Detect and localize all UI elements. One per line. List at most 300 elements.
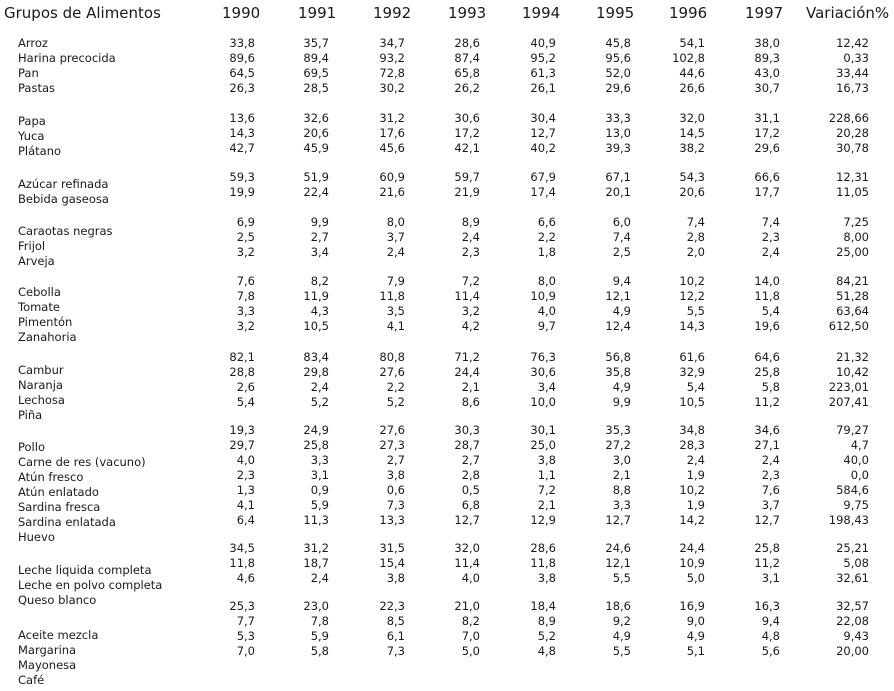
- value-cell: 4,2: [461, 319, 480, 333]
- value-cell: 12,9: [530, 513, 556, 527]
- value-cell: 10,9: [679, 556, 705, 570]
- value-cell: 8,2: [461, 614, 480, 628]
- table-row: [0, 483, 894, 497]
- value-cell: 11,2: [754, 395, 780, 409]
- value-cell: 11,4: [454, 556, 480, 570]
- value-cell: 5,2: [310, 395, 329, 409]
- food-label: Azúcar refinada: [18, 177, 109, 191]
- variation-cell: 40,0: [843, 453, 869, 467]
- value-cell: 40,2: [530, 141, 556, 155]
- table-row: [0, 170, 894, 184]
- value-cell: 30,6: [530, 365, 556, 379]
- value-cell: 2,7: [461, 453, 480, 467]
- value-cell: 29,8: [303, 365, 329, 379]
- value-cell: 4,9: [686, 629, 705, 643]
- variation-cell: 79,27: [836, 423, 869, 437]
- food-label: Bebida gaseosa: [18, 192, 109, 206]
- food-label: Leche en polvo completa: [18, 578, 163, 592]
- value-cell: 9,9: [612, 395, 631, 409]
- value-cell: 23,0: [303, 599, 329, 613]
- variation-cell: 612,50: [828, 319, 869, 333]
- value-cell: 26,1: [530, 81, 556, 95]
- food-label: Pan: [18, 66, 39, 80]
- table-row: [0, 185, 894, 199]
- value-cell: 2,3: [761, 230, 780, 244]
- value-cell: 34,6: [754, 423, 780, 437]
- value-cell: 12,7: [754, 513, 780, 527]
- value-cell: 65,8: [454, 66, 480, 80]
- value-cell: 1,8: [537, 245, 556, 259]
- variation-cell: 11,05: [836, 185, 869, 199]
- value-cell: 35,8: [605, 365, 631, 379]
- value-cell: 6,9: [236, 215, 255, 229]
- value-cell: 83,4: [303, 350, 329, 364]
- value-cell: 1,9: [686, 498, 705, 512]
- food-label: Sardina fresca: [18, 500, 101, 514]
- header-year-1991: 1991: [298, 4, 337, 22]
- value-cell: 27,2: [605, 438, 631, 452]
- value-cell: 35,7: [303, 36, 329, 50]
- value-cell: 40,9: [530, 36, 556, 50]
- value-cell: 28,6: [530, 541, 556, 555]
- variation-cell: 198,43: [828, 513, 869, 527]
- value-cell: 13,3: [379, 513, 405, 527]
- value-cell: 13,6: [229, 111, 255, 125]
- food-label: Carne de res (vacuno): [18, 455, 146, 469]
- table-row: [0, 599, 894, 613]
- value-cell: 7,7: [236, 614, 255, 628]
- table-row: [0, 289, 894, 303]
- value-cell: 11,3: [303, 513, 329, 527]
- value-cell: 4,0: [236, 453, 255, 467]
- value-cell: 3,2: [461, 304, 480, 318]
- value-cell: 14,5: [679, 126, 705, 140]
- value-cell: 45,8: [605, 36, 631, 50]
- value-cell: 35,3: [605, 423, 631, 437]
- value-cell: 6,1: [386, 629, 405, 643]
- value-cell: 4,9: [612, 380, 631, 394]
- food-label: Papa: [18, 114, 46, 128]
- value-cell: 64,5: [229, 66, 255, 80]
- food-label: Huevo: [18, 530, 55, 544]
- value-cell: 20,6: [303, 126, 329, 140]
- value-cell: 8,0: [537, 274, 556, 288]
- table-row: [0, 644, 894, 658]
- value-cell: 4,0: [537, 304, 556, 318]
- food-label: Piña: [18, 408, 43, 422]
- value-cell: 66,6: [754, 170, 780, 184]
- value-cell: 3,1: [310, 468, 329, 482]
- value-cell: 25,8: [754, 541, 780, 555]
- value-cell: 14,0: [754, 274, 780, 288]
- value-cell: 64,6: [754, 350, 780, 364]
- value-cell: 8,2: [310, 274, 329, 288]
- table-row: [0, 423, 894, 437]
- value-cell: 59,3: [229, 170, 255, 184]
- value-cell: 25,0: [530, 438, 556, 452]
- value-cell: 19,9: [229, 185, 255, 199]
- table-row: [0, 468, 894, 482]
- value-cell: 5,1: [686, 644, 705, 658]
- table-row: [0, 274, 894, 288]
- value-cell: 28,7: [454, 438, 480, 452]
- variation-cell: 33,44: [836, 66, 869, 80]
- variation-cell: 12,42: [836, 36, 869, 50]
- value-cell: 25,8: [303, 438, 329, 452]
- value-cell: 42,1: [454, 141, 480, 155]
- value-cell: 0,5: [461, 483, 480, 497]
- table-row: [0, 215, 894, 229]
- variation-cell: 207,41: [828, 395, 869, 409]
- value-cell: 28,3: [679, 438, 705, 452]
- value-cell: 30,1: [530, 423, 556, 437]
- value-cell: 34,7: [379, 36, 405, 50]
- value-cell: 76,3: [530, 350, 556, 364]
- food-label: Queso blanco: [18, 593, 97, 607]
- variation-cell: 8,00: [843, 230, 869, 244]
- value-cell: 6,4: [236, 513, 255, 527]
- value-cell: 5,0: [686, 571, 705, 585]
- food-label: Tomate: [18, 300, 60, 314]
- value-cell: 6,8: [461, 498, 480, 512]
- value-cell: 6,6: [537, 215, 556, 229]
- header-group: Grupos de Alimentos: [4, 4, 161, 22]
- food-label: Atún fresco: [18, 470, 84, 484]
- value-cell: 27,6: [379, 423, 405, 437]
- value-cell: 3,2: [236, 319, 255, 333]
- value-cell: 25,3: [229, 599, 255, 613]
- value-cell: 9,2: [612, 614, 631, 628]
- value-cell: 5,2: [537, 629, 556, 643]
- value-cell: 3,0: [612, 453, 631, 467]
- value-cell: 80,8: [379, 350, 405, 364]
- value-cell: 2,4: [310, 571, 329, 585]
- value-cell: 5,3: [236, 629, 255, 643]
- food-label: Arveja: [18, 254, 55, 268]
- value-cell: 12,4: [605, 319, 631, 333]
- value-cell: 5,2: [386, 395, 405, 409]
- value-cell: 26,2: [454, 81, 480, 95]
- table-row: [0, 304, 894, 318]
- value-cell: 3,3: [612, 498, 631, 512]
- value-cell: 1,3: [236, 483, 255, 497]
- table-row: [0, 230, 894, 244]
- food-label: Atún enlatado: [18, 485, 99, 499]
- value-cell: 4,0: [461, 571, 480, 585]
- food-label: Sardina enlatada: [18, 515, 116, 529]
- food-label: Plátano: [18, 144, 62, 158]
- variation-cell: 32,61: [836, 571, 869, 585]
- food-label: Aceite mezcla: [18, 628, 99, 642]
- value-cell: 2,8: [461, 468, 480, 482]
- table-row: [0, 513, 894, 527]
- value-cell: 31,2: [303, 541, 329, 555]
- header-year-1993: 1993: [448, 4, 487, 22]
- table-row: [0, 438, 894, 452]
- value-cell: 17,7: [754, 185, 780, 199]
- value-cell: 24,6: [605, 541, 631, 555]
- food-label: Leche liquida completa: [18, 563, 152, 577]
- value-cell: 93,2: [379, 51, 405, 65]
- value-cell: 17,6: [379, 126, 405, 140]
- table-row: [0, 141, 894, 155]
- value-cell: 24,9: [303, 423, 329, 437]
- table-row: [0, 395, 894, 409]
- value-cell: 4,3: [310, 304, 329, 318]
- value-cell: 2,5: [236, 230, 255, 244]
- value-cell: 34,5: [229, 541, 255, 555]
- value-cell: 12,7: [454, 513, 480, 527]
- table-row: [0, 365, 894, 379]
- value-cell: 2,5: [612, 245, 631, 259]
- value-cell: 4,1: [386, 319, 405, 333]
- value-cell: 18,6: [605, 599, 631, 613]
- value-cell: 3,8: [537, 453, 556, 467]
- variation-cell: 7,25: [843, 215, 869, 229]
- value-cell: 61,6: [679, 350, 705, 364]
- table-row: [0, 81, 894, 95]
- table-row: [0, 350, 894, 364]
- value-cell: 7,4: [686, 215, 705, 229]
- table-row: [0, 245, 894, 259]
- value-cell: 10,5: [679, 395, 705, 409]
- variation-cell: 32,57: [836, 599, 869, 613]
- value-cell: 4,8: [537, 644, 556, 658]
- value-cell: 1,1: [537, 468, 556, 482]
- value-cell: 9,4: [612, 274, 631, 288]
- value-cell: 12,2: [679, 289, 705, 303]
- value-cell: 9,7: [537, 319, 556, 333]
- value-cell: 5,4: [686, 380, 705, 394]
- header-year-1997: 1997: [745, 4, 784, 22]
- value-cell: 16,3: [754, 599, 780, 613]
- value-cell: 28,6: [454, 36, 480, 50]
- value-cell: 20,1: [605, 185, 631, 199]
- value-cell: 3,3: [236, 304, 255, 318]
- value-cell: 17,4: [530, 185, 556, 199]
- value-cell: 7,6: [236, 274, 255, 288]
- value-cell: 11,8: [530, 556, 556, 570]
- value-cell: 7,2: [537, 483, 556, 497]
- value-cell: 5,8: [310, 644, 329, 658]
- value-cell: 2,3: [236, 468, 255, 482]
- value-cell: 89,6: [229, 51, 255, 65]
- table-row: [0, 319, 894, 333]
- value-cell: 3,8: [386, 571, 405, 585]
- value-cell: 21,6: [379, 185, 405, 199]
- value-cell: 5,9: [310, 629, 329, 643]
- value-cell: 19,6: [754, 319, 780, 333]
- value-cell: 2,4: [686, 453, 705, 467]
- variation-cell: 25,21: [836, 541, 869, 555]
- value-cell: 11,8: [379, 289, 405, 303]
- value-cell: 32,0: [454, 541, 480, 555]
- value-cell: 9,9: [310, 215, 329, 229]
- value-cell: 2,1: [461, 380, 480, 394]
- value-cell: 7,2: [461, 274, 480, 288]
- value-cell: 2,8: [686, 230, 705, 244]
- value-cell: 4,8: [761, 629, 780, 643]
- header-year-1995: 1995: [596, 4, 635, 22]
- value-cell: 30,4: [530, 111, 556, 125]
- value-cell: 2,3: [761, 468, 780, 482]
- food-label: Naranja: [18, 378, 63, 392]
- food-label: Pastas: [18, 81, 56, 95]
- food-label: Zanahoria: [18, 330, 77, 344]
- value-cell: 4,9: [612, 629, 631, 643]
- value-cell: 34,8: [679, 423, 705, 437]
- food-label: Pimentón: [18, 315, 73, 329]
- value-cell: 2,4: [461, 230, 480, 244]
- value-cell: 29,6: [754, 141, 780, 155]
- variation-cell: 0,0: [850, 468, 869, 482]
- value-cell: 45,9: [303, 141, 329, 155]
- value-cell: 38,2: [679, 141, 705, 155]
- value-cell: 12,1: [605, 556, 631, 570]
- value-cell: 61,3: [530, 66, 556, 80]
- value-cell: 2,4: [386, 245, 405, 259]
- value-cell: 8,8: [612, 483, 631, 497]
- variation-cell: 21,32: [836, 350, 869, 364]
- value-cell: 15,4: [379, 556, 405, 570]
- variation-cell: 228,66: [828, 111, 869, 125]
- value-cell: 32,6: [303, 111, 329, 125]
- value-cell: 5,5: [612, 644, 631, 658]
- value-cell: 54,3: [679, 170, 705, 184]
- value-cell: 17,2: [754, 126, 780, 140]
- food-label: Harina precocida: [18, 51, 116, 65]
- value-cell: 12,1: [605, 289, 631, 303]
- value-cell: 38,0: [754, 36, 780, 50]
- food-label: Mayonesa: [18, 658, 77, 672]
- value-cell: 2,4: [310, 380, 329, 394]
- value-cell: 51,9: [303, 170, 329, 184]
- value-cell: 9,0: [686, 614, 705, 628]
- value-cell: 8,9: [537, 614, 556, 628]
- value-cell: 7,0: [461, 629, 480, 643]
- value-cell: 10,2: [679, 274, 705, 288]
- value-cell: 11,8: [229, 556, 255, 570]
- value-cell: 5,5: [612, 571, 631, 585]
- value-cell: 30,3: [454, 423, 480, 437]
- variation-cell: 223,01: [828, 380, 869, 394]
- value-cell: 14,3: [679, 319, 705, 333]
- value-cell: 17,2: [454, 126, 480, 140]
- value-cell: 12,7: [530, 126, 556, 140]
- variation-cell: 9,75: [843, 498, 869, 512]
- value-cell: 32,9: [679, 365, 705, 379]
- value-cell: 71,2: [454, 350, 480, 364]
- value-cell: 31,1: [754, 111, 780, 125]
- header-year-1994: 1994: [522, 4, 561, 22]
- value-cell: 89,3: [754, 51, 780, 65]
- value-cell: 7,3: [386, 644, 405, 658]
- value-cell: 11,2: [754, 556, 780, 570]
- value-cell: 9,4: [761, 614, 780, 628]
- value-cell: 13,0: [605, 126, 631, 140]
- value-cell: 3,8: [537, 571, 556, 585]
- value-cell: 2,7: [310, 230, 329, 244]
- value-cell: 26,6: [679, 81, 705, 95]
- value-cell: 32,0: [679, 111, 705, 125]
- value-cell: 28,8: [229, 365, 255, 379]
- value-cell: 8,9: [461, 215, 480, 229]
- value-cell: 11,9: [303, 289, 329, 303]
- table-row: [0, 571, 894, 585]
- value-cell: 8,5: [386, 614, 405, 628]
- value-cell: 21,9: [454, 185, 480, 199]
- value-cell: 0,9: [310, 483, 329, 497]
- value-cell: 7,6: [761, 483, 780, 497]
- value-cell: 14,3: [229, 126, 255, 140]
- value-cell: 11,8: [754, 289, 780, 303]
- value-cell: 42,7: [229, 141, 255, 155]
- value-cell: 95,2: [530, 51, 556, 65]
- value-cell: 27,6: [379, 365, 405, 379]
- value-cell: 5,0: [461, 644, 480, 658]
- value-cell: 5,4: [236, 395, 255, 409]
- value-cell: 27,1: [754, 438, 780, 452]
- value-cell: 30,7: [754, 81, 780, 95]
- food-label: Margarina: [18, 643, 77, 657]
- food-label: Cebolla: [18, 285, 61, 299]
- value-cell: 59,7: [454, 170, 480, 184]
- value-cell: 2,1: [537, 498, 556, 512]
- food-label: Arroz: [18, 36, 48, 50]
- value-cell: 2,2: [386, 380, 405, 394]
- table-row: [0, 380, 894, 394]
- value-cell: 2,0: [686, 245, 705, 259]
- variation-cell: 30,78: [836, 141, 869, 155]
- table-row: [0, 614, 894, 628]
- value-cell: 89,4: [303, 51, 329, 65]
- food-label: Cambur: [18, 363, 64, 377]
- value-cell: 0,6: [386, 483, 405, 497]
- header-year-1996: 1996: [669, 4, 708, 22]
- value-cell: 6,0: [612, 215, 631, 229]
- value-cell: 102,8: [672, 51, 705, 65]
- value-cell: 95,6: [605, 51, 631, 65]
- value-cell: 16,9: [679, 599, 705, 613]
- table-row: [0, 36, 894, 50]
- value-cell: 11,4: [454, 289, 480, 303]
- value-cell: 10,5: [303, 319, 329, 333]
- value-cell: 10,0: [530, 395, 556, 409]
- value-cell: 2,7: [386, 453, 405, 467]
- value-cell: 5,4: [761, 304, 780, 318]
- value-cell: 52,0: [605, 66, 631, 80]
- value-cell: 3,8: [386, 468, 405, 482]
- variation-cell: 12,31: [836, 170, 869, 184]
- table-row: [0, 541, 894, 555]
- value-cell: 7,8: [310, 614, 329, 628]
- value-cell: 3,5: [386, 304, 405, 318]
- value-cell: 1,9: [686, 468, 705, 482]
- variation-cell: 51,28: [836, 289, 869, 303]
- variation-cell: 84,21: [836, 274, 869, 288]
- value-cell: 5,9: [310, 498, 329, 512]
- table-row: [0, 51, 894, 65]
- value-cell: 30,2: [379, 81, 405, 95]
- value-cell: 7,9: [386, 274, 405, 288]
- value-cell: 3,7: [386, 230, 405, 244]
- value-cell: 18,4: [530, 599, 556, 613]
- value-cell: 31,2: [379, 111, 405, 125]
- value-cell: 5,8: [761, 380, 780, 394]
- variation-cell: 4,7: [850, 438, 869, 452]
- variation-cell: 20,28: [836, 126, 869, 140]
- value-cell: 4,9: [612, 304, 631, 318]
